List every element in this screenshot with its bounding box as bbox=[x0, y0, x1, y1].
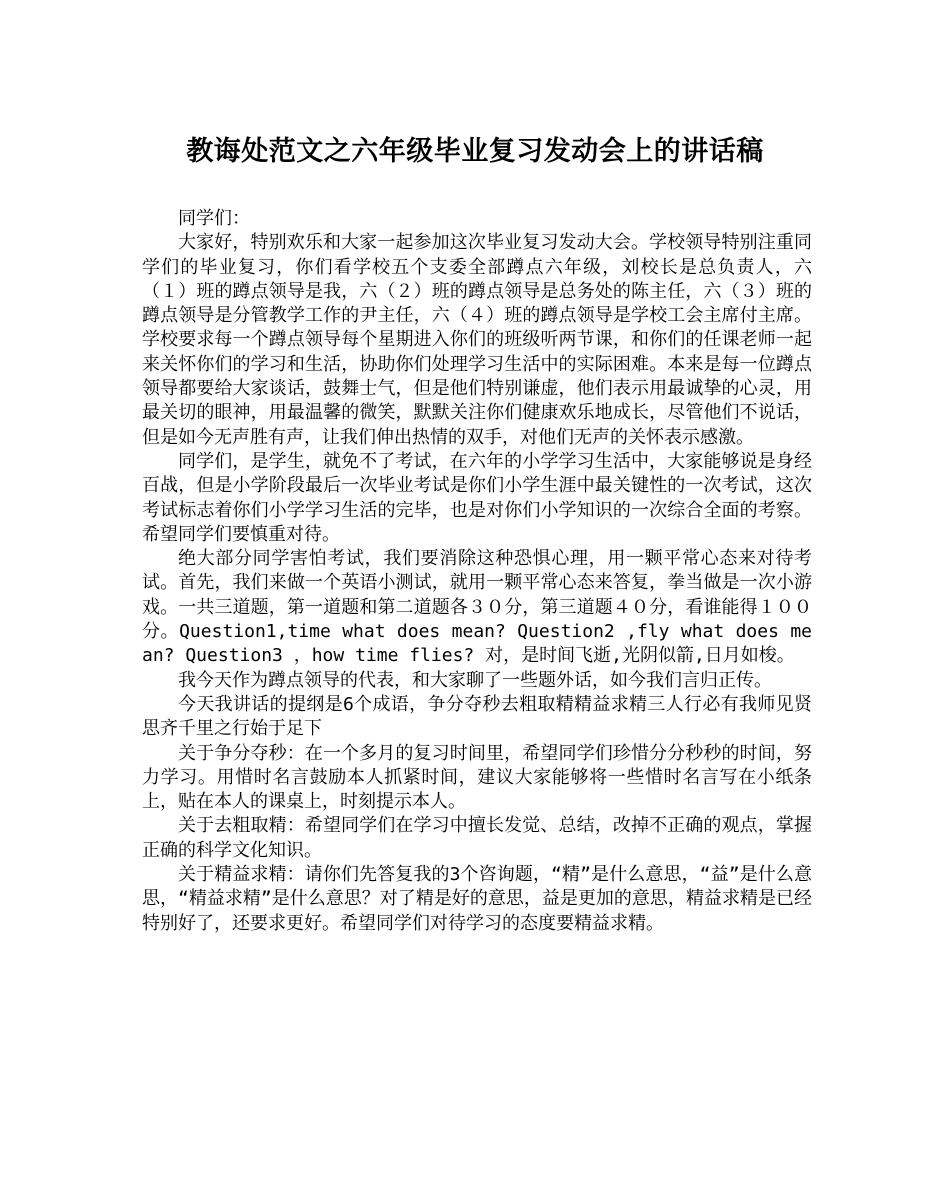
paragraph-excellence: 关于精益求精：请你们先答复我的3个咨询题，“精”是什么意思，“益”是什么意思，“精益求精”是什么意思？对了精是好的意思，益是更加的意思，精益求精是已经特别好了，还要求更好。希望同学们对待学习的态度要精益求精。 bbox=[142, 864, 812, 934]
paragraph-refine: 关于去粗取精：希望同学们在学习中擅长发觉、总结，改掉不正确的观点，掌握正确的科学文化知识。 bbox=[142, 815, 812, 861]
paragraph-outline: 今天我讲话的提纲是6个成语，争分夺秒去粗取精精益求精三人行必有我师见贤思齐千里之行始于足下 bbox=[142, 693, 812, 740]
paragraph-opening: 大家好，特别欢乐和大家一起参加这次毕业复习发动大会。学校领导特别注重同学们的毕业复习，你们看学校五个支委全部蹲点六年级，刘校长是总负责人，六（１）班的蹲点领导是我，六（２）班的蹲点领导是总务处的陈主任，六（３）班的蹲点领导是分管教学工作的尹主任，六（４）班的蹲点领导是学校工会主席付主席。学校要求每一个蹲点领导每个星期进入你们的班级听两节课，和你们的任课老师一起来关怀你们的学习和生活，协助你们处理学习生活中的实际困难。本来是每一位蹲点领导都要给大家谈话，鼓舞士气，但是他们特别谦虚，他们表示用最诚挚的心灵，用最关切的眼神，用最温馨的微笑，默默关注你们健康欢乐地成长，尽管他们不说话，但是如今无声胜有声，让我们伸出热情的双手，对他们无声的关怀表示感激。 bbox=[142, 232, 812, 448]
paragraph-exam: 同学们，是学生，就免不了考试，在六年的小学学习生活中，大家能够说是身经百战，但是小学阶段最后一次毕业考试是你们小学生涯中最关键性的一次考试，这次考试标志着你们小学学习生活的完毕，也是对你们小学知识的一次综合全面的考察。希望同学们要慎重对待。 bbox=[142, 450, 812, 545]
paragraph-transition: 我今天作为蹲点领导的代表，和大家聊了一些题外话，如今我们言归正传。 bbox=[178, 669, 772, 691]
document-title: 教诲处范文之六年级毕业复习发动会上的讲话稿 bbox=[186, 136, 764, 167]
paragraph-english-quiz: 绝大部分同学害怕考试，我们要消除这种恐惧心理，用一颗平常心态来对待考试。首先，我们来做一个英语小测试，就用一颗平常心态来答复，拳当做是一次小游戏。一共三道题，第一道题和第二道题各３０分，第三道题４０分，看谁能得１００分。Question1,time what does mean? Question2 ,fly what does mean? Question3 ，how time flies? 对，是时间飞逝,光阴似箭,日月如梭。 bbox=[142, 548, 812, 667]
paragraph-time: 关于争分夺秒：在一个多月的复习时间里，希望同学们珍惜分分秒秒的时间，努力学习。用惜时名言鼓励本人抓紧时间，建议大家能够将一些惜时名言写在小纸条上，贴在本人的课桌上，时刻提示本人。 bbox=[142, 742, 812, 813]
document-body bbox=[142, 207, 812, 936]
paragraph-greeting: 同学们： bbox=[178, 208, 250, 229]
